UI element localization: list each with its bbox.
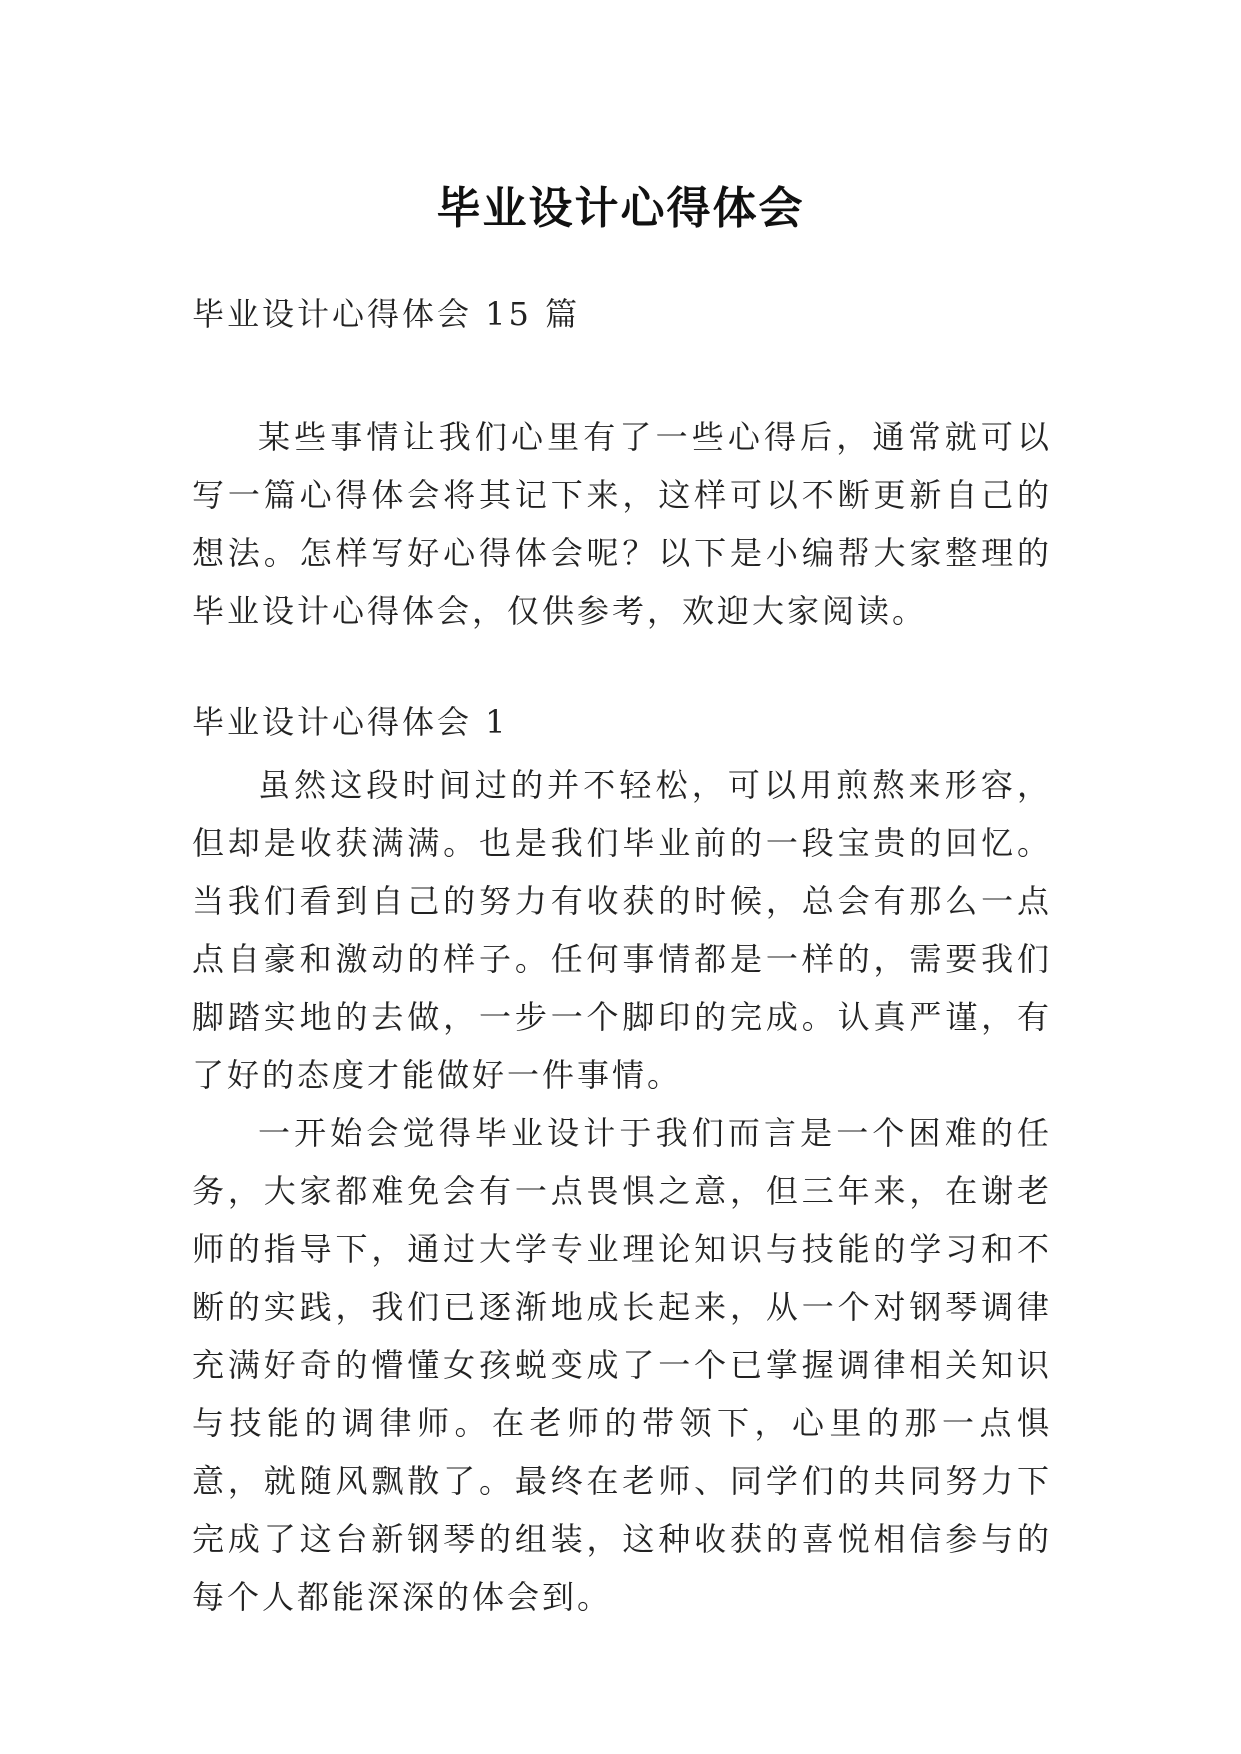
body-paragraph-2: 一开始会觉得毕业设计于我们而言是一个困难的任务，大家都难免会有一点畏惧之意，但三年来，在谢老师的指导下，通过大学专业理论知识与技能的学习和不断的实践，我们已逐渐地成长起来，从一个对钢琴调律充满好奇的懵懂女孩蜕变成了一个已掌握调律相关知识与技能的调律师。在老师的带领下，心里的那一点惧意，就随风飘散了。最终在老师、同学们的共同努力下完成了这台新钢琴的组装，这种收获的喜悦相信参与的每个人都能深深的体会到。 <box>192 1114 1052 1616</box>
section-heading: 毕业设计心得体会 1 <box>192 703 509 741</box>
intro-paragraph: 某些事情让我们心里有了一些心得后，通常就可以写一篇心得体会将其记下来，这样可以不断更新自己的想法。怎样写好心得体会呢？以下是小编帮大家整理的毕业设计心得体会，仅供参考，欢迎大家阅读。 <box>192 418 1052 630</box>
document-title: 毕业设计心得体会 <box>436 183 805 235</box>
document-subtitle: 毕业设计心得体会 15 篇 <box>192 295 581 333</box>
body-paragraph-1: 虽然这段时间过的并不轻松，可以用煎熬来形容，但却是收获满满。也是我们毕业前的一段宝贵的回忆。当我们看到自己的努力有收获的时候，总会有那么一点点自豪和激动的样子。任何事情都是一样的，需要我们脚踏实地的去做，一步一个脚印的完成。认真严谨，有了好的态度才能做好一件事情。 <box>192 766 1052 1094</box>
